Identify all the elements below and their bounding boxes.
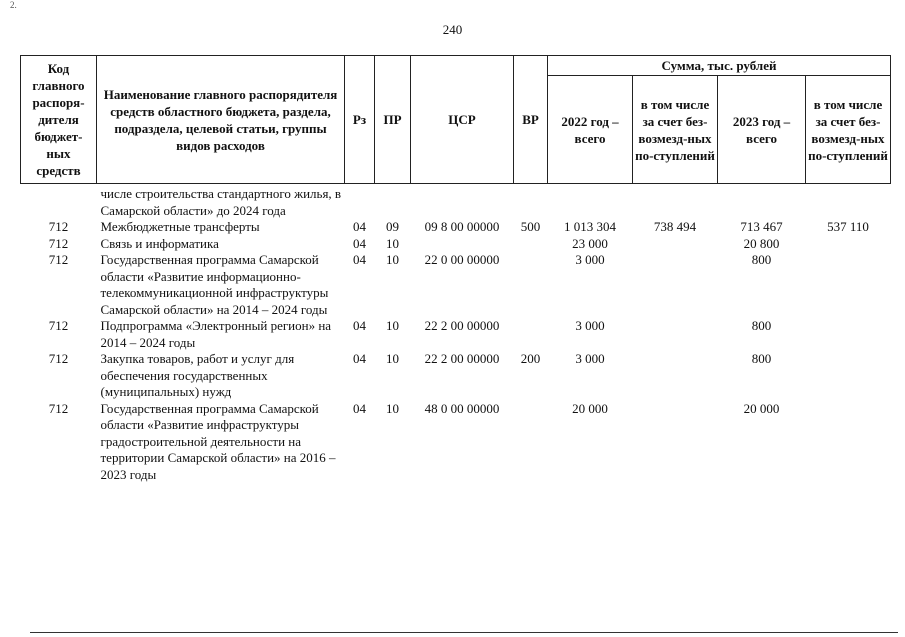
cell-pr: 10 [386,318,399,333]
table-row [21,318,891,351]
cell-pr: 10 [386,351,399,366]
cell-rz: 04 [353,235,366,251]
cell-2022-free [633,318,718,351]
cell-2023-total: 800 [751,351,772,366]
cell-pr: 10 [386,252,399,267]
cell-vr: 500 [520,219,541,234]
cell-2023-total: 800 [751,252,772,267]
cell-2023-free [806,401,891,484]
header-code: Код главного распоря-дителя бюджет-ных средств [21,56,97,184]
header-2022-free: в том числе за счет без-возмезд-ных по-ступлений [633,76,718,184]
cell-2023-total: 20 800 [743,235,780,251]
cell-2023-free [806,236,891,253]
cell-pr: 09 [386,219,399,234]
table-body [21,184,891,484]
cell-2022-total: 3 000 [575,252,605,267]
cell-vr [514,401,548,484]
cell-2023-free [806,351,891,401]
cell-code: 712 [48,252,69,267]
cell-rz: 04 [353,351,366,366]
table-row [21,184,891,220]
header-pr: ПР [375,56,411,184]
cell-2023-free: 537 110 [827,219,869,234]
cell-2022-free: 738 494 [653,219,697,234]
cell-2022-total: 20 000 [572,400,608,416]
cell-2023-free [806,252,891,318]
scan-corner-mark: 2. [10,0,17,10]
cell-name: Государственная программа Самарской области «Развитие информационно-телекоммуникационной инфраструктуры Самарской области» на 2014 – 2024 годы [100,252,329,317]
bottom-rule [30,632,898,633]
cell-name: числе строительства стандартного жилья, в Самарской области» до 2024 года [100,186,342,218]
cell-2022-free [633,184,718,220]
cell-2022-free [633,351,718,401]
cell-csr: 22 0 00 00000 [424,252,500,267]
cell-pr: 10 [386,400,399,416]
cell-2022-total: 3 000 [575,351,605,366]
cell-vr [514,318,548,351]
cell-rz: 04 [353,219,366,234]
cell-name: Закупка товаров, работ и услуг для обеспечения государственных (муниципальных) нужд [100,351,295,399]
cell-vr [514,184,548,220]
cell-rz: 04 [353,400,366,416]
cell-pr [375,184,411,220]
header-sum-group: Сумма, тыс. рублей [548,56,891,76]
page-number: 240 [442,22,463,37]
cell-csr: 22 2 00 00000 [424,351,500,366]
cell-code: 712 [48,219,69,234]
cell-2022-total [548,184,633,220]
table-header [21,56,891,184]
header-2023-free: в том числе за счет без-возмезд-ных по-ступлений [806,76,891,184]
cell-2023-total [718,184,806,220]
cell-name: Государственная программа Самарской области «Развитие инфраструктуры градостроительной деятельности на территории Самарской области» на 2016 – 2023 годы [100,400,336,482]
cell-name: Подпрограмма «Электронный регион» на 2014 – 2024 годы [100,318,332,350]
cell-csr [411,184,514,220]
table-row [21,236,891,253]
cell-code: 712 [48,400,69,416]
cell-2022-total: 23 000 [572,235,608,251]
cell-csr: 22 2 00 00000 [424,318,500,333]
table-row [21,401,891,484]
cell-2023-free [806,184,891,220]
cell-rz: 04 [353,252,366,267]
cell-2023-total: 713 467 [740,219,783,234]
header-name: Наименование главного распорядителя средств областного бюджета, раздела, подраздела, целевой статьи, группы видов расходов [97,56,345,184]
cell-2023-total: 20 000 [743,400,780,416]
cell-rz [345,184,375,220]
cell-code [21,184,97,220]
budget-table [20,55,891,483]
cell-vr [514,236,548,253]
cell-code: 712 [48,235,69,251]
cell-vr: 200 [520,351,541,366]
header-rz: Рз [345,56,375,184]
cell-rz: 04 [353,318,366,333]
header-2022-total: 2022 год – всего [548,76,633,184]
header-csr: ЦСР [411,56,514,184]
cell-2022-free [633,401,718,484]
cell-2022-total: 3 000 [575,318,605,333]
table-row [21,219,891,236]
cell-2022-free [633,236,718,253]
cell-2023-free [806,318,891,351]
cell-2022-total: 1 013 304 [564,219,616,234]
cell-name: Связь и информатика [100,235,219,251]
cell-2023-total: 800 [751,318,772,333]
header-vr: ВР [514,56,548,184]
cell-csr [411,236,514,253]
table-row [21,252,891,318]
header-2023-total: 2023 год – всего [718,76,806,184]
cell-name: Межбюджетные трансферты [100,219,260,234]
cell-code: 712 [48,351,69,366]
cell-csr: 09 8 00 00000 [424,219,500,234]
cell-code: 712 [48,318,69,333]
cell-vr [514,252,548,318]
cell-2022-free [633,252,718,318]
cell-pr: 10 [386,235,399,251]
cell-csr: 48 0 00 00000 [424,400,500,416]
table-row [21,351,891,401]
